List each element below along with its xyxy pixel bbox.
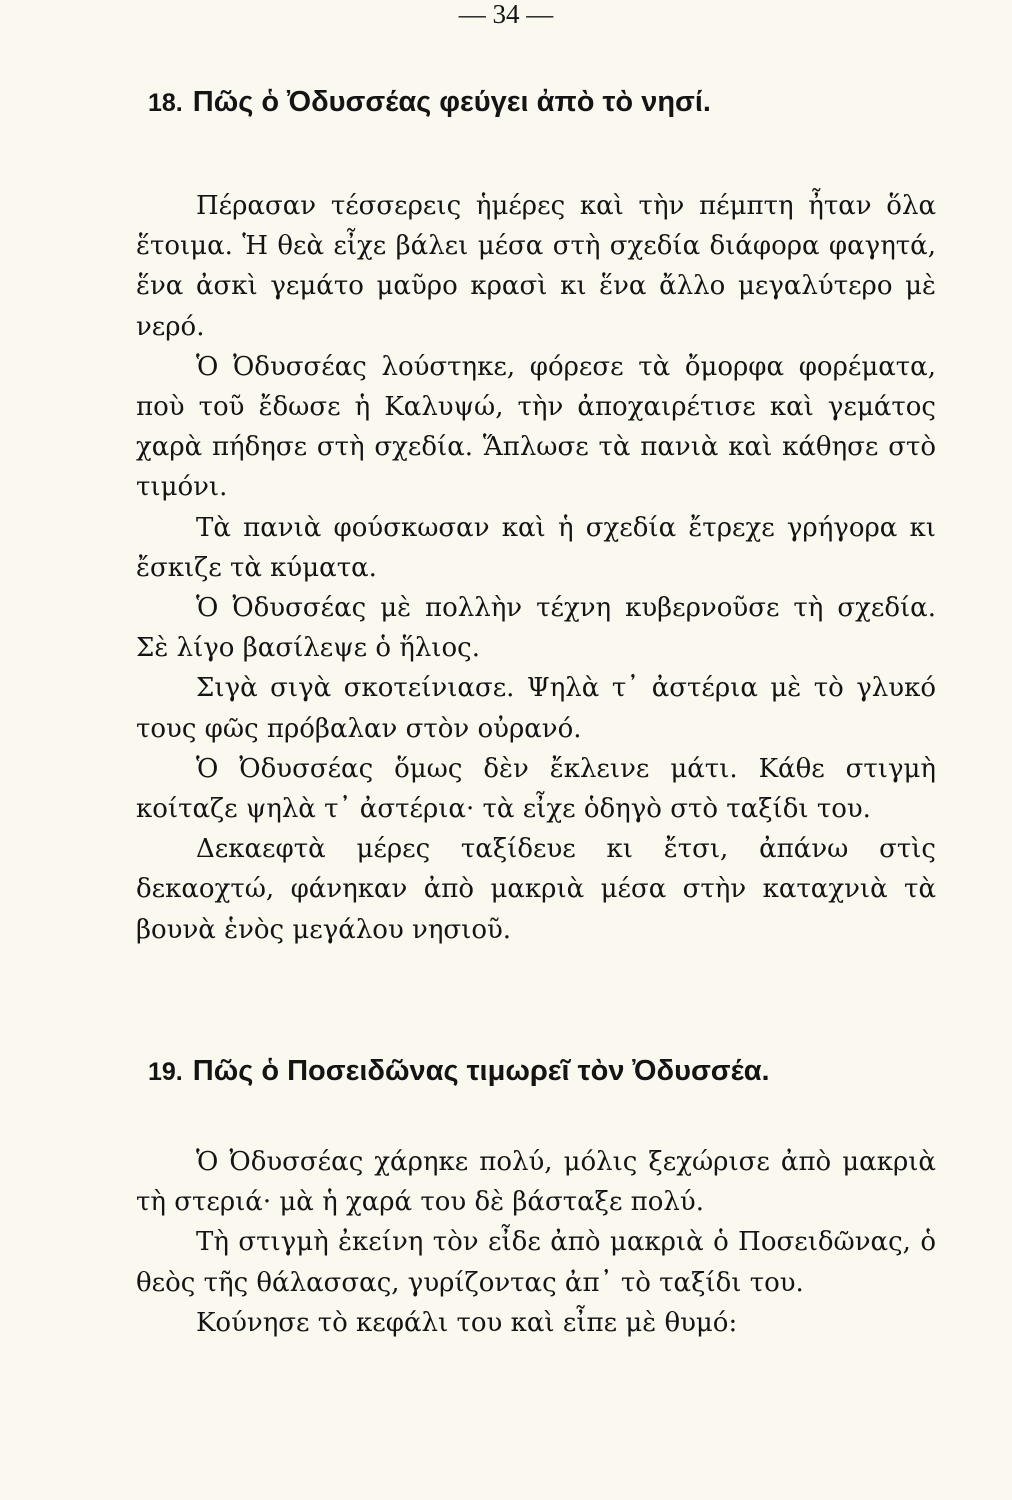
section-heading-19 (148, 1053, 948, 1090)
section-body-19 (136, 1142, 936, 1343)
paragraph: Τὴ στιγμὴ ἐκείνη τὸν εἶδε ἀπὸ μακριὰ ὁ Ποσειδῶνας, ὁ θεὸς τῆς θάλασσας, γυρίζοντας ἀπ᾽ τὸ ταξίδι του. (136, 1227, 936, 1298)
page-number: — 34 — (458, 0, 554, 29)
paragraph: Ὁ Ὀδυσσέας μὲ πολλὴν τέχνη κυβερνοῦσε τὴ σχεδία. Σὲ λίγο βασίλεψε ὁ ἥλιος. (136, 593, 936, 664)
paragraph: Τὰ πανιὰ φούσκωσαν καὶ ἡ σχεδία ἔτρεχε γρήγορα κι ἔσκιζε τὰ κύματα. (136, 512, 936, 583)
section-number: 19. (148, 1058, 183, 1086)
section-title: Πῶς ὁ Ὀδυσσέας φεύγει ἀπὸ τὸ νησί. (192, 86, 711, 118)
paragraph: Ὁ Ὀδυσσέας ὅμως δὲν ἔκλεινε μάτι. Κάθε στιγμὴ κοίταζε ψηλὰ τ᾽ ἀστέρια· τὰ εἶχε ὁδηγὸ στὸ ταξίδι του. (136, 753, 936, 825)
section-number: 18. (148, 89, 183, 117)
section-body-18 (136, 186, 936, 950)
section-title: Πῶς ὁ Ποσειδῶνας τιμωρεῖ τὸν Ὀδυσσέα. (192, 1055, 770, 1087)
paragraph: Σιγὰ σιγὰ σκοτείνιασε. Ψηλὰ τ᾽ ἀστέρια μὲ τὸ γλυκό τους φῶς πρόβαλαν στὸν οὐρανό. (136, 673, 936, 744)
paragraph: Κούνησε τὸ κεφάλι του καὶ εἶπε μὲ θυμό: (196, 1307, 738, 1338)
paragraph: Ὁ Ὀδυσσέας λούστηκε, φόρεσε τὰ ὄμορφα φορέματα, ποὺ τοῦ ἔδωσε ἡ Καλυψώ, τὴν ἀποχαιρέτισε καὶ γεμάτος χαρὰ πήδησε στὴ σχεδία. Ἅπλωσε τὰ πανιὰ καὶ κάθησε στὸ τιμόνι. (136, 351, 936, 503)
section-heading-18 (148, 84, 948, 121)
paragraph: Ὁ Ὀδυσσέας χάρηκε πολύ, μόλις ξεχώρισε ἀπὸ μακριὰ τὴ στεριά· μὰ ἡ χαρά του δὲ βάσταξε πολύ. (136, 1147, 936, 1218)
paragraph: Πέρασαν τέσσερεις ἡμέρες καὶ τὴν πέμπτη ἦταν ὅλα ἕτοιμα. Ἡ θεὰ εἶχε βάλει μέσα στὴ σχεδία διάφορα φαγητά, ἕνα ἀσκὶ γεμάτο μαῦρο κρασὶ κι ἕνα ἄλλο μεγαλύτερο μὲ νερό. (136, 191, 936, 342)
paragraph: Δεκαεφτὰ μέρες ταξίδευε κι ἔτσι, ἀπάνω στὶς δεκαοχτώ, φάνηκαν ἀπὸ μακριὰ μέσα στὴν καταχνιὰ τὰ βουνὰ ἑνὸς μεγάλου νησιοῦ. (136, 834, 936, 945)
